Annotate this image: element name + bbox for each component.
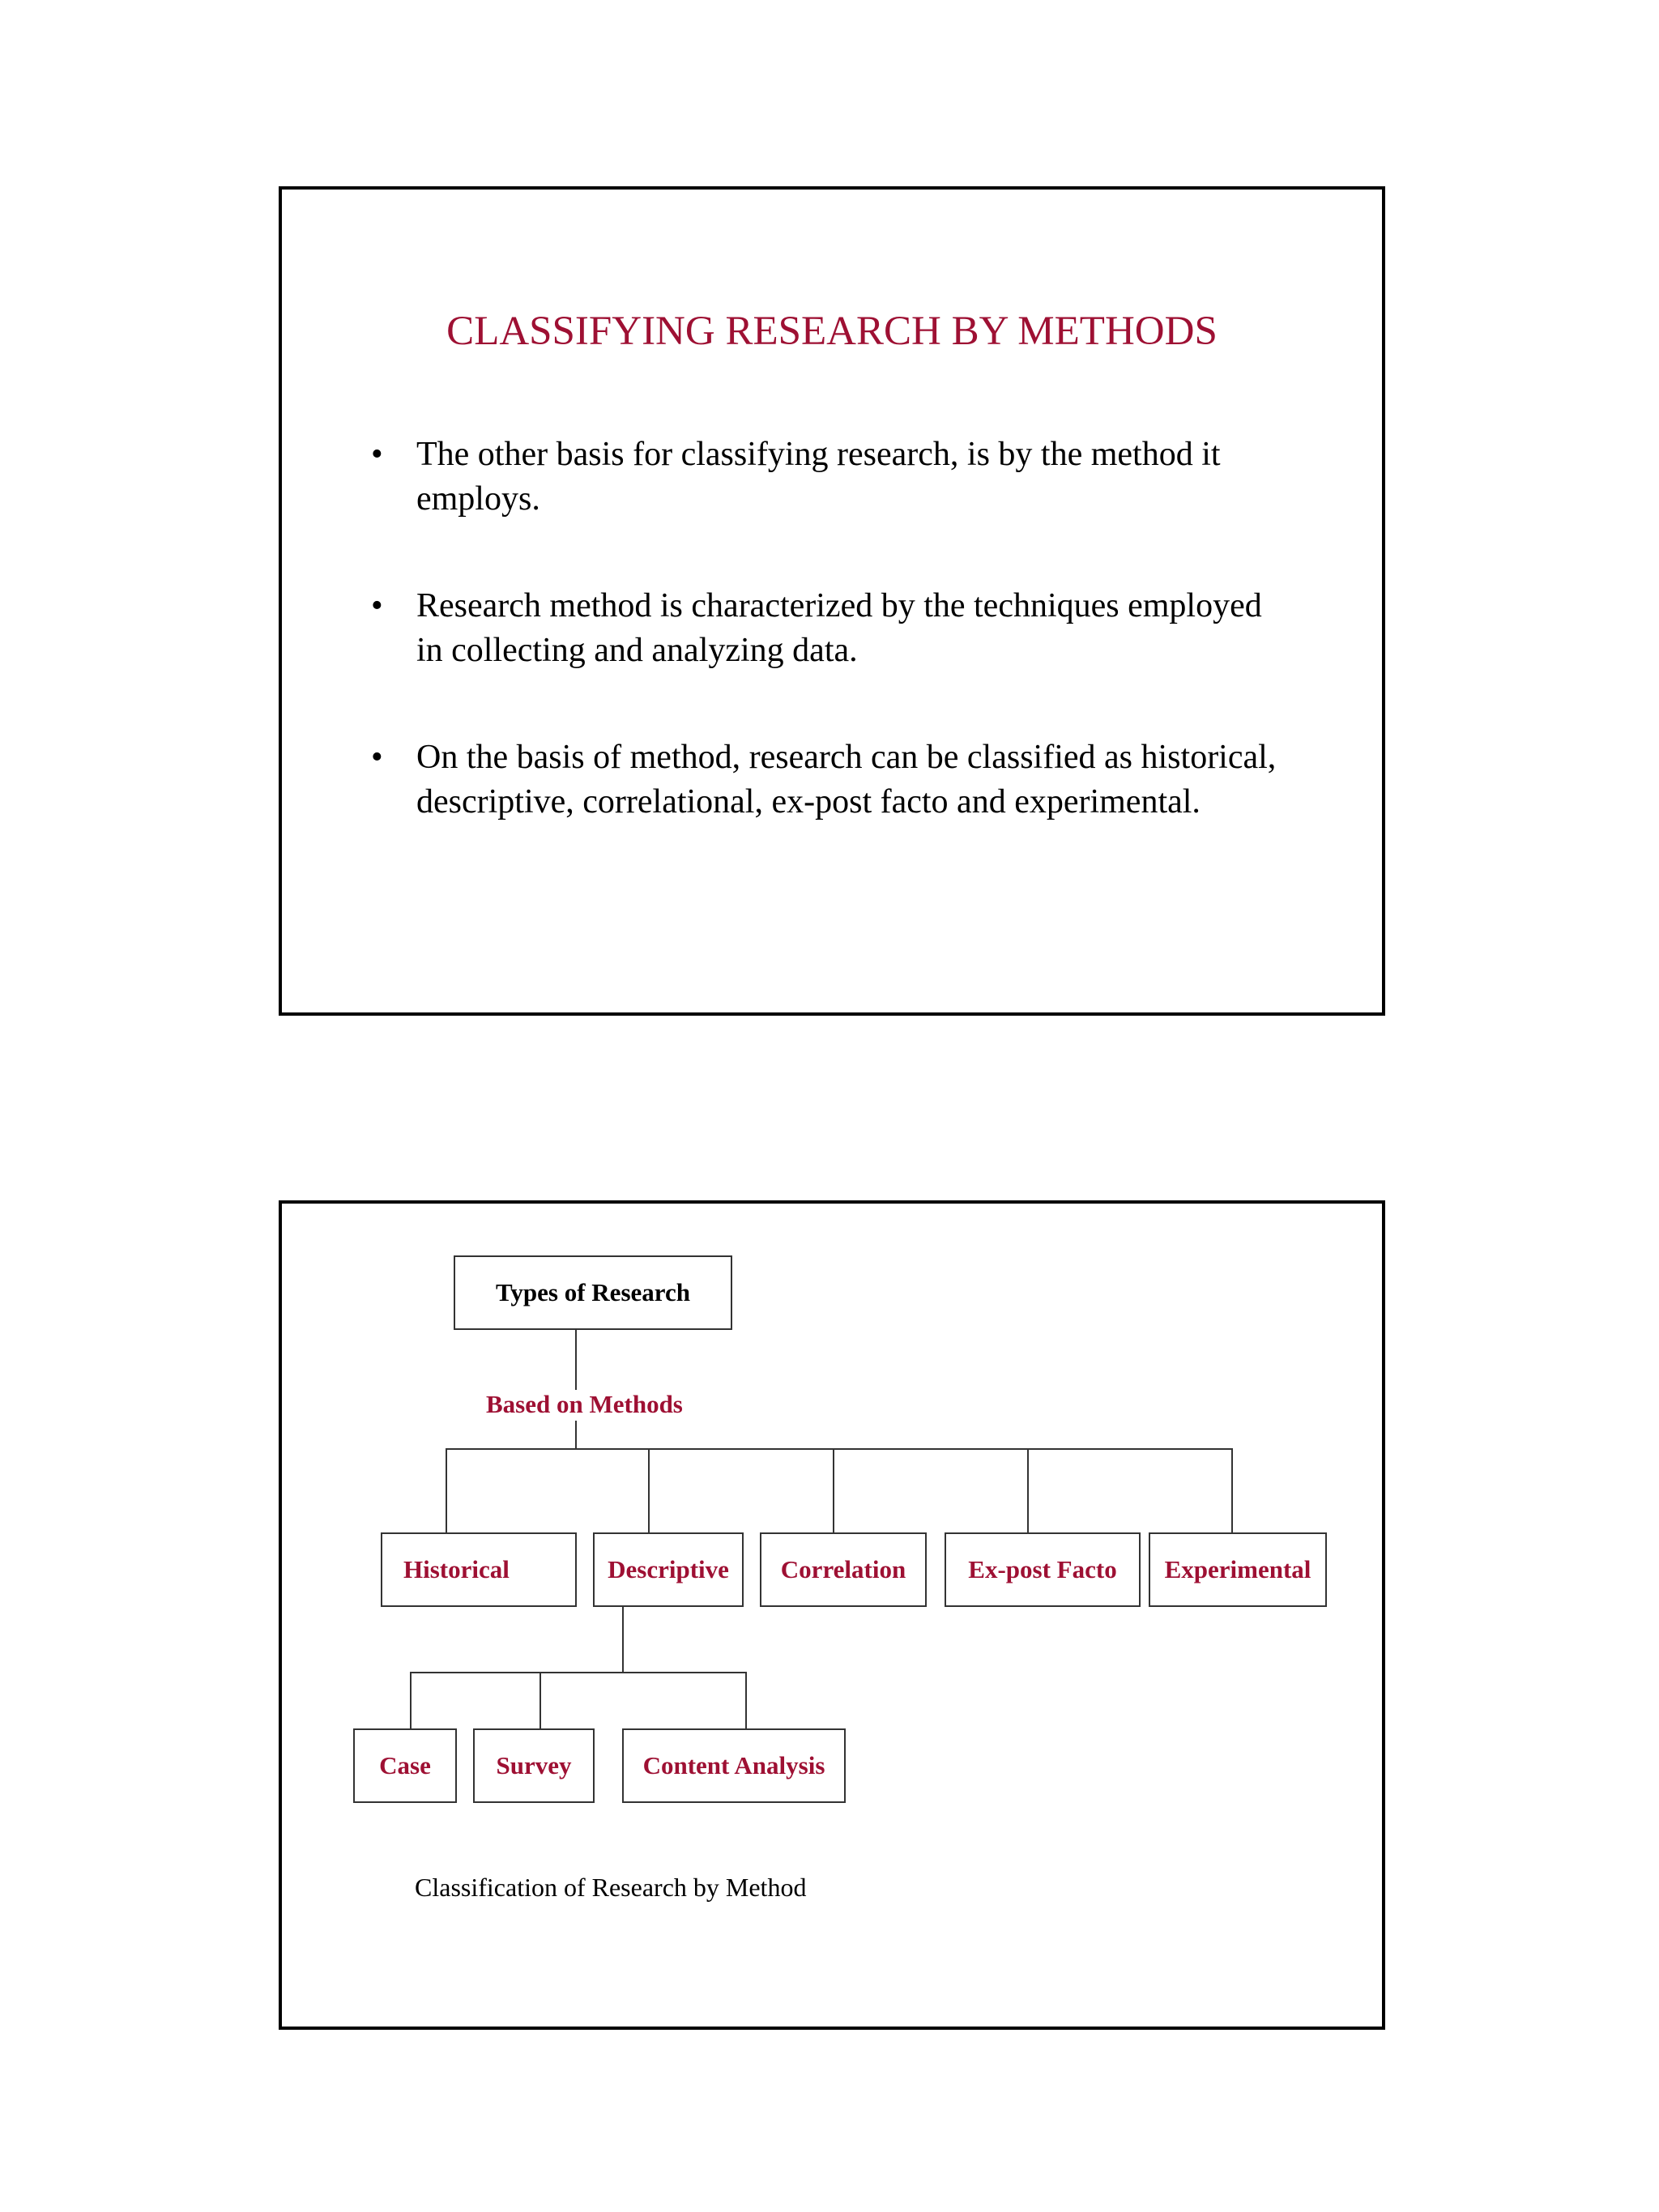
method-box-experimental: Experimental	[1149, 1532, 1327, 1607]
bullet-dot: •	[371, 436, 383, 473]
method-box-descriptive: Descriptive	[593, 1532, 744, 1607]
slide-research-types-diagram	[279, 1200, 1385, 2030]
connector-line	[410, 1672, 412, 1728]
bullet-dot: •	[371, 739, 383, 776]
bullet-item	[371, 735, 1294, 825]
subtype-box-content-analysis: Content Analysis	[622, 1728, 846, 1803]
diagram-caption: Classification of Research by Method	[415, 1873, 807, 1902]
slide-classifying-research	[279, 186, 1385, 1016]
subtype-box-survey: Survey	[473, 1728, 595, 1803]
root-box: Types of Research	[454, 1255, 732, 1330]
method-box-historical: Historical	[381, 1532, 577, 1607]
bullet-item	[371, 433, 1294, 522]
method-box-ex-post-facto: Ex-post Facto	[945, 1532, 1141, 1607]
connector-line	[1231, 1448, 1233, 1532]
connector-line	[575, 1421, 577, 1448]
connector-line	[575, 1330, 577, 1390]
bullet-text: The other basis for classifying research, is by the method it employs.	[416, 436, 1221, 518]
connector-line	[745, 1672, 747, 1728]
bullet-item	[371, 584, 1294, 673]
connector-line	[539, 1672, 541, 1728]
connector-line	[1027, 1448, 1029, 1532]
bullet-text: On the basis of method, research can be classified as historical, descriptive, correlational, ex-post facto and experimental.	[416, 739, 1277, 820]
connector-line	[446, 1448, 1231, 1450]
connector-line	[410, 1672, 747, 1673]
based-on-methods-label: Based on Methods	[486, 1390, 683, 1418]
bullet-text: Research method is characterized by the techniques employed in collecting and analyzing data.	[416, 587, 1262, 669]
connector-line	[648, 1448, 650, 1532]
slide-title: CLASSIFYING RESEARCH BY METHODS	[446, 309, 1218, 354]
bullet-dot: •	[371, 587, 383, 624]
bullet-list	[371, 433, 1294, 887]
connector-line	[622, 1607, 624, 1672]
method-box-correlation: Correlation	[760, 1532, 927, 1607]
connector-line	[446, 1448, 447, 1532]
connector-line	[833, 1448, 834, 1532]
subtype-box-case: Case	[353, 1728, 457, 1803]
